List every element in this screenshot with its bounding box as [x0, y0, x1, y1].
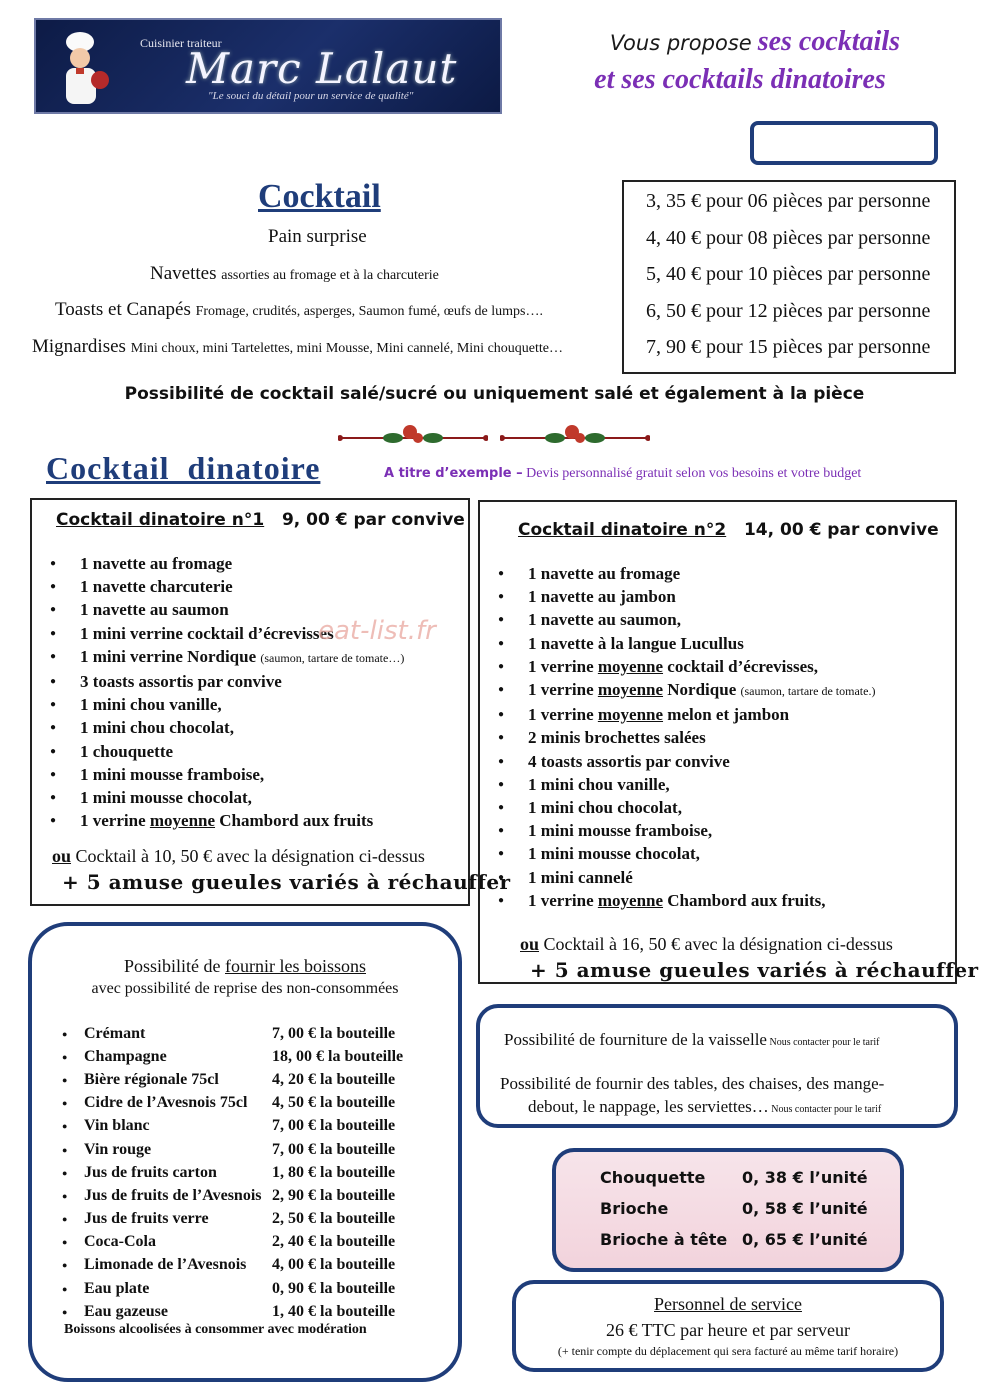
- box-1-plus: + 5 amuse gueules variés à réchauffer: [62, 870, 511, 894]
- drink-row: [62, 1254, 403, 1277]
- dinatoire-box-2: [478, 500, 979, 984]
- drink-name: Jus de fruits de l’Avesnois: [84, 1186, 262, 1204]
- empty-frame: [750, 121, 938, 165]
- drink-name: Eau gazeuse: [84, 1302, 168, 1320]
- list-item: ● 1 mini chou vanille,: [480, 773, 875, 796]
- bullet-icon: ●: [62, 1144, 68, 1155]
- price-box: [622, 180, 956, 374]
- drink-row: [62, 1045, 403, 1068]
- menu-item: Pain surprise: [268, 226, 367, 247]
- cocktail-possibility: Possibilité de cocktail salé/sucré ou uniquement salé et également à la pièce: [124, 384, 865, 404]
- price-row: 6, 50 € pour 12 pièces par personne: [646, 300, 931, 322]
- dinatoire-subtitle: A titre d’exemple – Devis personnalisé gratuit selon vos besoins et votre budget: [384, 466, 862, 481]
- drink-price: 2, 90 € la bouteille: [272, 1186, 396, 1204]
- list-item: ● 1 verrine moyenne cocktail d’écrevisses,: [480, 655, 875, 678]
- bullet-icon: ●: [62, 1306, 68, 1317]
- dinatoire-box-1: [30, 498, 511, 906]
- drinks-box: [28, 922, 462, 1382]
- holly-divider-icon: [500, 424, 650, 446]
- bullet-icon: ●: [62, 1237, 68, 1248]
- drink-row: [62, 1138, 403, 1161]
- vaisselle-line-3: debout, le nappage, les serviettes… Nous contacter pour le tarif: [528, 1097, 882, 1116]
- bullet-icon: ●: [62, 1098, 68, 1109]
- brioche-name: Brioche à tête: [600, 1230, 728, 1249]
- brioche-box: [552, 1148, 904, 1272]
- drink-row: [62, 1184, 403, 1207]
- brioche-name: Brioche: [600, 1199, 669, 1218]
- price-row: 5, 40 € pour 10 pièces par personne: [646, 263, 931, 285]
- drink-price: 2, 40 € la bouteille: [272, 1233, 396, 1251]
- logo-subtitle: Cuisinier traiteur: [140, 36, 222, 50]
- list-item: ● 1 mini chou chocolat,: [480, 796, 875, 819]
- chef-illustration-icon: [50, 28, 120, 108]
- bullet-icon: ●: [62, 1028, 68, 1039]
- drink-row: [62, 1277, 403, 1300]
- dinatoire-title: Cocktail dinatoire: [46, 450, 321, 486]
- bullet-icon: ●: [62, 1051, 68, 1062]
- drink-row: [62, 1092, 403, 1115]
- drink-name: Limonade de l’Avesnois: [84, 1256, 247, 1274]
- holly-divider-icon: [338, 424, 488, 446]
- bullet-icon: ●: [62, 1283, 68, 1294]
- drink-price: 18, 00 € la bouteille: [272, 1047, 404, 1065]
- list-item: ● 1 chouquette: [32, 740, 404, 763]
- brioche-price: 0, 58 € l’unité: [742, 1199, 868, 1218]
- box-1-alternative: ou Cocktail à 10, 50 € avec la désignation ci-dessus: [52, 846, 425, 866]
- list-item: ● 1 navette au fromage: [480, 562, 875, 585]
- bullet-icon: ●: [62, 1121, 68, 1132]
- drink-price: 7, 00 € la bouteille: [272, 1117, 396, 1135]
- list-item: ● 4 toasts assortis par convive: [480, 750, 875, 773]
- drink-price: 4, 50 € la bouteille: [272, 1094, 396, 1112]
- brioche-name: Chouquette: [600, 1168, 706, 1187]
- list-item: ● 1 mini verrine cocktail d’écrevisses: [32, 622, 404, 645]
- drink-price: 1, 80 € la bouteille: [272, 1163, 396, 1181]
- drink-name: Eau plate: [84, 1279, 150, 1297]
- logo-name: Marc Lalaut: [186, 44, 458, 93]
- price-row: 4, 40 € pour 08 pièces par personne: [646, 227, 931, 249]
- drink-name: Vin rouge: [84, 1140, 152, 1158]
- personnel-rate: 26 € TTC par heure et par serveur: [605, 1320, 851, 1340]
- header-line-2: et ses cocktails dinatoires: [594, 64, 886, 95]
- bullet-icon: ●: [62, 1074, 68, 1085]
- bullet-icon: ●: [62, 1260, 68, 1271]
- drink-price: 1, 40 € la bouteille: [272, 1302, 396, 1320]
- cocktail-title: Cocktail: [258, 178, 381, 215]
- brioche-price: 0, 38 € l’unité: [742, 1168, 868, 1187]
- list-item: ● 3 toasts assortis par convive: [32, 670, 404, 693]
- list-item: ● 1 mini mousse framboise,: [480, 819, 875, 842]
- drink-name: Jus de fruits verre: [84, 1210, 209, 1228]
- list-item: ● 1 navette à la langue Lucullus: [480, 632, 875, 655]
- list-item: ● 1 navette charcuterie: [32, 575, 404, 598]
- drink-row: [62, 1115, 403, 1138]
- drinks-table: [62, 1022, 403, 1323]
- drink-name: Bière régionale 75cl: [84, 1070, 219, 1088]
- bullet-icon: ●: [62, 1190, 68, 1201]
- list-item: ● 2 minis brochettes salées: [480, 726, 875, 749]
- box-2-heading: Cocktail dinatoire n°2 14, 00 € par convive: [518, 520, 939, 540]
- price-row: 3, 35 € pour 06 pièces par personne: [646, 190, 931, 212]
- menu-item: Navettes assorties au fromage et à la charcuterie: [150, 263, 439, 284]
- drinks-heading: Possibilité de fournir les boissons: [123, 956, 366, 976]
- drink-row: [62, 1068, 403, 1091]
- list-item: ● 1 mini mousse chocolat,: [480, 842, 875, 865]
- drink-price: 4, 20 € la bouteille: [272, 1070, 396, 1088]
- drinks-note: Boissons alcoolisées à consommer avec modération: [64, 1322, 367, 1337]
- logo: [34, 18, 502, 114]
- drink-name: Vin blanc: [84, 1117, 150, 1135]
- list-item: ● 1 mini chou chocolat,: [32, 716, 404, 739]
- drink-price: 7, 00 € la bouteille: [272, 1140, 396, 1158]
- drink-name: Coca-Cola: [84, 1233, 156, 1251]
- list-item: ● 1 mini mousse chocolat,: [32, 786, 404, 809]
- vaisselle-line-2: Possibilité de fournir des tables, des chaises, des mange-: [500, 1074, 885, 1093]
- box-2-plus: + 5 amuse gueules variés à réchauffer: [530, 958, 979, 982]
- box-1-heading: Cocktail dinatoire n°1 9, 00 € par convive: [56, 510, 465, 530]
- menu-item: Toasts et Canapés Fromage, crudités, asperges, Saumon fumé, œufs de lumps….: [55, 299, 543, 320]
- vaisselle-line-1: Possibilité de fourniture de la vaisselle Nous contacter pour le tarif: [504, 1030, 880, 1049]
- list-item: ● 1 verrine moyenne melon et jambon: [480, 703, 875, 726]
- list-item: ● 1 verrine moyenne Chambord aux fruits: [32, 809, 404, 832]
- list-item: ● 1 verrine moyenne Nordique (saumon, tartare de tomate.): [480, 678, 875, 703]
- bullet-icon: ●: [62, 1167, 68, 1178]
- box-2-list: [480, 562, 875, 912]
- brioche-price: 0, 65 € l’unité: [742, 1230, 868, 1249]
- personnel-title: Personnel de service: [654, 1294, 802, 1314]
- watermark: eat-list.fr: [318, 616, 436, 646]
- list-item: ● 1 navette au saumon: [32, 598, 404, 621]
- drink-row: [62, 1161, 403, 1184]
- list-item: ● 1 navette au fromage: [32, 552, 404, 575]
- menu-item: Mignardises Mini choux, mini Tartelettes, mini Mousse, Mini cannelé, Mini chouquette…: [32, 336, 563, 357]
- drink-price: 4, 00 € la bouteille: [272, 1256, 396, 1274]
- drink-row: [62, 1022, 403, 1045]
- list-item: ● 1 navette au jambon: [480, 585, 875, 608]
- list-item: ● 1 verrine moyenne Chambord aux fruits,: [480, 889, 875, 912]
- personnel-note: (+ tenir compte du déplacement qui sera facturé au même tarif horaire): [557, 1344, 899, 1358]
- personnel-box: [512, 1280, 944, 1372]
- drinks-subheading: avec possibilité de reprise des non-consommées: [91, 980, 399, 997]
- drink-price: 7, 00 € la bouteille: [272, 1024, 396, 1042]
- list-item: ● 1 mini verrine Nordique (saumon, tartare de tomate…): [32, 645, 404, 670]
- list-item: ● 1 mini cannelé: [480, 866, 875, 889]
- price-row: 7, 90 € pour 15 pièces par personne: [646, 336, 931, 358]
- vaisselle-box: [476, 1004, 958, 1128]
- bullet-icon: ●: [62, 1214, 68, 1225]
- drink-name: Champagne: [84, 1047, 167, 1065]
- drink-name: Jus de fruits carton: [84, 1163, 217, 1181]
- logo-tagline: "Le souci du détail pour un service de qualité": [208, 90, 414, 102]
- drink-row: [62, 1300, 403, 1323]
- list-item: ● 1 navette au saumon,: [480, 608, 875, 631]
- drink-name: Cidre de l’Avesnois 75cl: [84, 1094, 248, 1112]
- drink-name: Crémant: [84, 1024, 146, 1042]
- list-item: ● 1 mini chou vanille,: [32, 693, 404, 716]
- box-1-list: [32, 552, 404, 832]
- box-2-alternative: ou Cocktail à 16, 50 € avec la désignation ci-dessus: [520, 934, 893, 954]
- drink-row: [62, 1208, 403, 1231]
- drink-price: 0, 90 € la bouteille: [272, 1279, 396, 1297]
- drink-price: 2, 50 € la bouteille: [272, 1210, 396, 1228]
- header-line-1: Vous propose ses cocktails: [609, 26, 900, 57]
- drink-row: [62, 1231, 403, 1254]
- list-item: ● 1 mini mousse framboise,: [32, 763, 404, 786]
